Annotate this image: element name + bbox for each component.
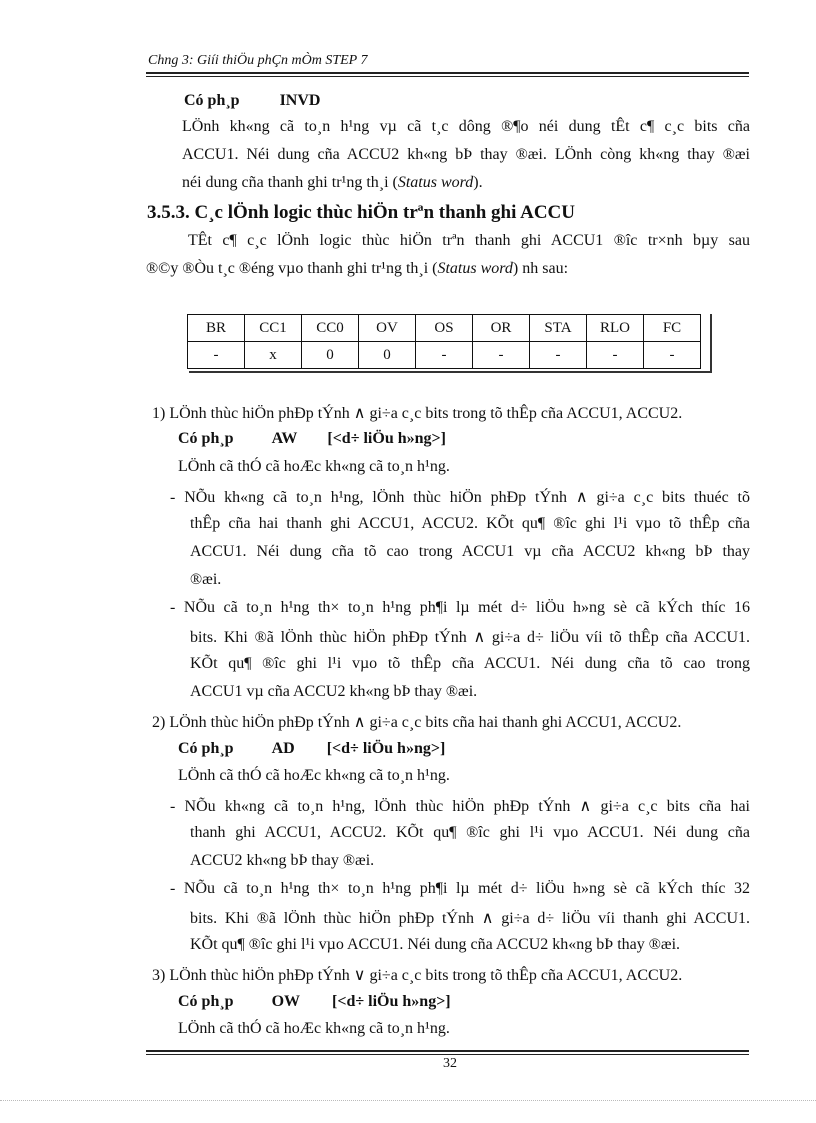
syntax-label: Có ph¸p xyxy=(184,92,240,109)
status-word-term: Status word xyxy=(437,260,513,277)
syntax-arg: [<d÷ liÖu h»ng>] xyxy=(326,740,446,757)
table-header-cell: OS xyxy=(416,315,473,342)
table-cell: - xyxy=(416,342,473,369)
item-1-desc: LÖnh cã thÓ cã hoÆc kh«ng cã to¸n h¹ng. xyxy=(178,458,450,475)
invd-para-line-1: LÖnh kh«ng cã to¸n h¹ng vµ cã t¸c dông ®¶o néi dung tÊt c¶ c¸c bits cña xyxy=(182,118,750,135)
item-3-title: 3) LÖnh thùc hiÖn phÐp tÝnh ∨ gi÷a c¸c bits trong tõ thÊp cña ACCU1, ACCU2. xyxy=(152,967,683,984)
table-cell: 0 xyxy=(359,342,416,369)
table-cell: - xyxy=(644,342,701,369)
intro-line-2 xyxy=(146,260,568,278)
table-header-cell: CC0 xyxy=(302,315,359,342)
table-cell: - xyxy=(188,342,245,369)
section-heading: 3.5.3. C¸c lÖnh logic thùc hiÖn trªn thanh ghi ACCU xyxy=(147,202,575,223)
item-2-desc: LÖnh cã thÓ cã hoÆc kh«ng cã to¸n h¹ng. xyxy=(178,767,450,784)
table-header-cell: BR xyxy=(188,315,245,342)
syntax-label: Có ph¸p xyxy=(178,993,234,1010)
invd-para-line-2: ACCU1. Néi dung cña ACCU2 kh«ng bÞ thay ®æi. LÖnh còng kh«ng thay ®æi xyxy=(182,146,750,163)
footer-rule-thin xyxy=(146,1054,749,1055)
invd-para-end: ). xyxy=(473,174,483,191)
footer-rule-thick xyxy=(146,1050,749,1052)
syntax-label: Có ph¸p xyxy=(178,430,234,447)
header-rule-thin xyxy=(146,76,749,77)
table-cell: - xyxy=(473,342,530,369)
item-2-bullet-2-line-3: KÕt qu¶ ®îc ghi l¹i vµo ACCU1. Néi dung cña ACCU2 kh«ng bÞ thay ®æi. xyxy=(190,936,681,953)
syntax-code: AW xyxy=(271,430,298,447)
table-cell: x xyxy=(245,342,302,369)
table-header-row xyxy=(188,315,701,342)
table-header-cell: OR xyxy=(473,315,530,342)
running-header: Chng 3: Giíi thiÖu phÇn mÒm STEP 7 xyxy=(148,53,368,68)
item-1-bullet-2-line-2: bits. Khi ®ã lÖnh thùc hiÖn phÐp tÝnh ∧ gi÷a d÷ liÖu víi tõ thÊp cña ACCU1. xyxy=(190,629,750,646)
table-shadow-right xyxy=(710,314,712,372)
syntax-code: AD xyxy=(271,740,295,757)
syntax-arg: [<d÷ liÖu h»ng>] xyxy=(332,993,451,1010)
intro-line-2-end: ) nh sau: xyxy=(512,260,569,277)
table-header-cell: OV xyxy=(359,315,416,342)
syntax-code: INVD xyxy=(279,92,321,109)
status-word-table xyxy=(187,314,701,369)
table-cell: - xyxy=(587,342,644,369)
syntax-arg: [<d÷ liÖu h»ng>] xyxy=(327,430,446,447)
table-header-cell: RLO xyxy=(587,315,644,342)
item-2-bullet-2-line-1: - NÕu cã to¸n h¹ng th× to¸n h¹ng ph¶i lµ mét d÷ liÖu h»ng sè cã kÝch thíc 32 xyxy=(170,880,750,897)
intro-line-2-text: ®©y ®Òu t¸c ®éng vµo thanh ghi tr¹ng th¸i ( xyxy=(146,260,438,277)
table-row xyxy=(188,342,701,369)
item-3-syntax xyxy=(178,993,451,1011)
invd-para-text: néi dung cña thanh ghi tr¹ng th¸i ( xyxy=(182,174,398,191)
item-1-syntax xyxy=(178,430,446,448)
table-header-cell: STA xyxy=(530,315,587,342)
item-1-bullet-2-line-4: ACCU1 vµ cña ACCU2 kh«ng bÞ thay ®æi. xyxy=(190,683,478,700)
invd-syntax xyxy=(184,92,320,110)
item-2-bullet-2-line-2: bits. Khi ®ã lÖnh thùc hiÖn phÐp tÝnh ∧ gi÷a d÷ liÖu víi thanh ghi ACCU1. xyxy=(190,910,750,927)
invd-para-line-3 xyxy=(182,174,483,192)
item-2-title: 2) LÖnh thùc hiÖn phÐp tÝnh ∧ gi÷a c¸c bits cña hai thanh ghi ACCU1, ACCU2. xyxy=(152,714,682,731)
item-2-syntax xyxy=(178,740,445,758)
item-2-bullet-1-line-1: - NÕu kh«ng cã to¸n h¹ng, lÖnh thùc hiÖn phÐp tÝnh ∧ gi÷a c¸c bits cña hai xyxy=(170,798,750,815)
item-1-bullet-2-line-1: - NÕu cã to¸n h¹ng th× to¸n h¹ng ph¶i lµ mét d÷ liÖu h»ng sè cã kÝch thíc 16 xyxy=(170,599,750,616)
item-1-title: 1) LÖnh thùc hiÖn phÐp tÝnh ∧ gi÷a c¸c bits trong tõ thÊp cña ACCU1, ACCU2. xyxy=(152,405,683,422)
table-header-cell: FC xyxy=(644,315,701,342)
table-cell: 0 xyxy=(302,342,359,369)
table-shadow-bottom xyxy=(189,371,712,373)
syntax-code: OW xyxy=(271,993,301,1010)
item-2-bullet-1-line-2: thanh ghi ACCU1, ACCU2. KÕt qu¶ ®îc ghi l¹i vµo ACCU1. Néi dung cña xyxy=(190,824,750,841)
table-header-cell: CC1 xyxy=(245,315,302,342)
intro-line-1: TÊt c¶ c¸c lÖnh logic thùc hiÖn trªn thanh ghi ACCU1 ®îc tr×nh bµy sau xyxy=(188,232,750,249)
item-1-bullet-2-line-3: KÕt qu¶ ®îc ghi l¹i vµo tõ thÊp cña ACCU1. Néi dung cña tõ cao trong xyxy=(190,655,750,672)
item-1-bullet-1-line-4: ®æi. xyxy=(190,571,222,588)
table-cell: - xyxy=(530,342,587,369)
page-number: 32 xyxy=(443,1056,457,1071)
syntax-label: Có ph¸p xyxy=(178,740,234,757)
item-2-bullet-1-line-3: ACCU2 kh«ng bÞ thay ®æi. xyxy=(190,852,375,869)
page-edge-dotted xyxy=(0,1100,816,1101)
item-1-bullet-1-line-1: - NÕu kh«ng cã to¸n h¹ng, lÖnh thùc hiÖn phÐp tÝnh ∧ gi÷a c¸c bits thuéc tõ xyxy=(170,489,750,506)
item-1-bullet-1-line-3: ACCU1. Néi dung cña tõ cao trong ACCU1 vµ cña ACCU2 kh«ng bÞ thay xyxy=(190,543,750,560)
status-word-term: Status word xyxy=(397,174,474,191)
item-3-desc: LÖnh cã thÓ cã hoÆc kh«ng cã to¸n h¹ng. xyxy=(178,1020,450,1037)
item-1-bullet-1-line-2: thÊp cña hai thanh ghi ACCU1, ACCU2. KÕt qu¶ ®îc ghi l¹i vµo tõ thÊp cña xyxy=(190,515,750,532)
header-rule-thick xyxy=(146,72,749,74)
